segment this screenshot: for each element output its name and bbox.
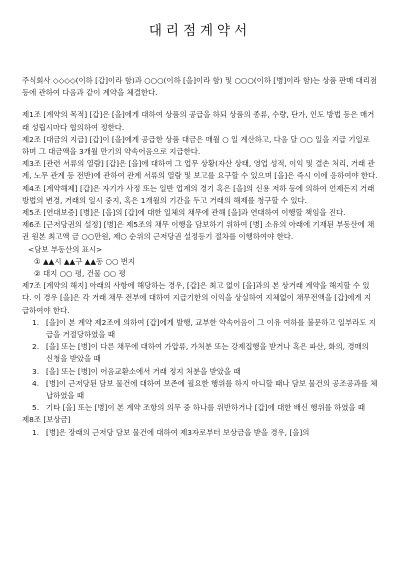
item-number: 1. (32, 427, 40, 437)
item-text: 기타 [을] 또는 [병]이 본 계약 조항의 의무 중 하나를 위반하거나 [갑]에 대한 배신 행위를 하였을 때 (46, 403, 366, 413)
property-item-1: ① ▲▲시 ▲▲구 ▲▲동 ○○ 번지 (34, 256, 136, 266)
article-3: 제3조 [관련 서류의 열람] [갑]은 [을]에 대하여 그 업무 상황(자산 상태, 영업 성적, 이익 및 결손 처리, 거래 관계, 노무 관계 등 전반)에 관하여 관계 서류의 열람 및 보고를 요구할 수 있으며 [을]은 즉시 이에 응하여야 한다. (22, 159, 378, 181)
article-7-item (22, 366, 378, 378)
item-text: [을] 또는 [병]이 다른 채무에 대하여 가압류, 가처분 또는 강제집행을 받거나 혹은 파산, 화의, 경매의 신청을 받았을 때 (46, 342, 369, 364)
article-7: 제7조 [계약의 해지] 아래의 사항에 해당하는 경우, [갑]은 최고 없이 [을]과의 본 상거래 계약을 해지할 수 있다. 이 경우 [을]은 각 거래 채무 전부에 대하여 지급기한의 이익을 상실하여 지체없이 채무전액을 [갑]에게 지급하여야 한다. (22, 281, 371, 315)
article-2: 제2조 [대금의 지급] [갑]이 [을]에게 공급한 상품 대금은 매월 ○ 일 계산하고, 다음 달 ○○ 일을 지급 기일로 하며 그 대금액을 3개월 만기의 약속어음으로 지급한다. (22, 134, 370, 157)
article-5: 제5조 [연대보증] [병]은 [을]의 [갑]에 대한 일체의 채무에 관해 [을]과 연대하여 이행할 책임을 진다. (22, 208, 346, 218)
article-7-item (22, 402, 378, 414)
article-1: 제1조 [계약의 목적] [갑]은 [을]에게 대하여 상품의 공급을 하되 상품의 종류, 수량, 단가, 인도 방법 등은 매거래 성립시마다 협의하여 정한다. (22, 110, 375, 132)
item-number: 5. (32, 403, 40, 413)
item-text: [을] 또는 [병]이 어음교환소에서 거래 정지 처분을 받았을 때 (46, 366, 241, 376)
property-item-2: ② 대지 ○○ 평, 건물 ○○ 평 (34, 269, 126, 279)
item-number: 2. (32, 342, 40, 352)
article-8-item (22, 427, 378, 439)
item-text: [을]이 본 계약 제2조에 의하여 [갑]에게 발행, 교부한 약속어음이 그 이유 여하를 불문하고 일부라도 지급을 거절당하였을 때 (46, 317, 376, 340)
item-text: [병]은 장래의 근저당 담보 물건에 대하여 제3자로부터 보상금을 받을 경우, [을]의 (46, 427, 310, 437)
item-number: 4. (32, 378, 40, 388)
article-7-item (22, 341, 378, 365)
article-7-item (22, 378, 378, 402)
article-6: 제6조 [근저당권의 설정] [병]은 제5조의 채무 이행을 담보하기 위하여 [병] 소유의 아래에 기재된 부동산에 채권 원본 최고액 금 ○○만원, 제○ 순위의 근저당권 설정등기 절차를 이행하여야 한다. (22, 220, 375, 242)
document-title: 대리점계약서 (148, 23, 252, 39)
document-body (22, 75, 378, 439)
article-7-item (22, 317, 378, 341)
item-number: 3. (32, 366, 40, 376)
item-number: 1. (32, 317, 40, 327)
item-text: [병]이 근저당된 담보 물건에 대하여 보존에 필요한 행위를 하지 아니할 때나 담보 물건의 공조공과를 체납하였을 때 (46, 378, 378, 401)
property-heading: <담보 부동산의 표시> (28, 244, 103, 254)
article-8-heading: 제8조 [보상금] (22, 415, 71, 425)
intro-paragraph: 주식회사 ◇◇◇◇(이하 [갑]이라 함)과 ○○○(이하 [을]이라 함) 및 ○○○(이하 [병]이라 함)는 상품 판매 대리점 등에 관하여 다음과 같이 계약을 체결한다. (22, 76, 378, 98)
article-4: 제4조 [계약해제] [갑]은 자기가 사정 또는 일반 업계의 경기 혹은 [을]의 신용 저하 등에 의하여 언제든지 거래 방법의 변경, 거래의 일시 중지, 혹은 1개월의 기간을 두고 거래의 해제를 청구할 수 있다. (22, 183, 375, 205)
